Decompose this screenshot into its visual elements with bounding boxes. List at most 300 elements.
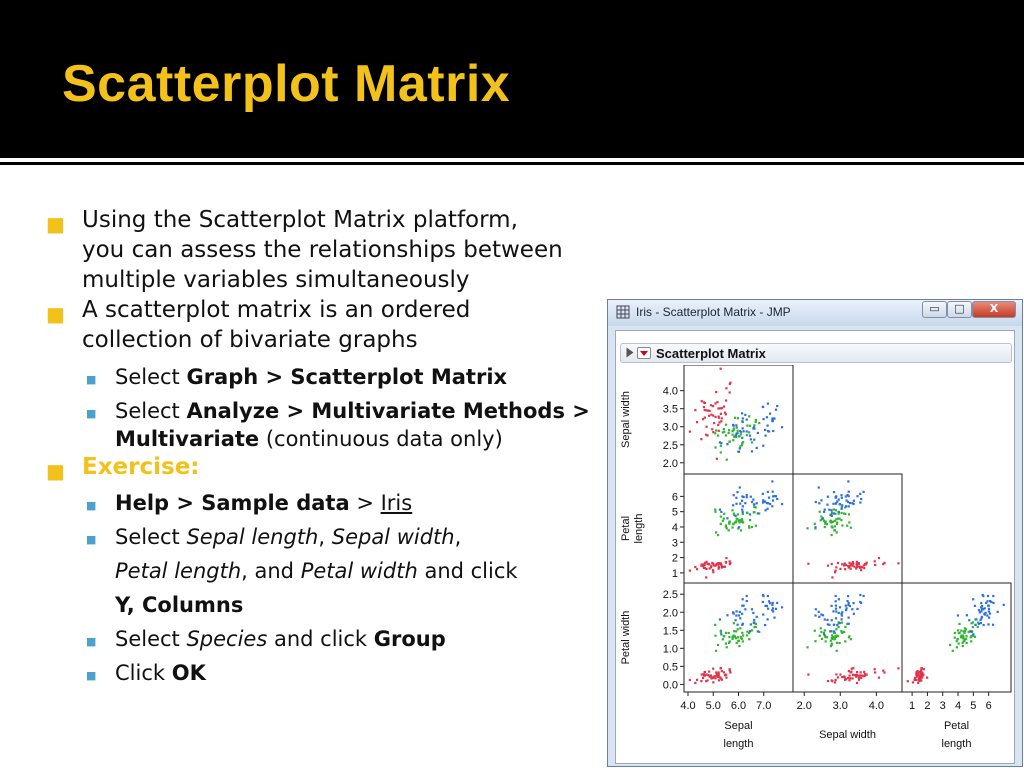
data-point-virginica <box>859 493 861 495</box>
data-point-setosa <box>921 667 923 669</box>
data-point-setosa <box>718 421 720 423</box>
data-point-virginica <box>824 618 826 620</box>
data-point-virginica <box>749 513 751 515</box>
data-point-setosa <box>720 368 722 370</box>
data-point-virginica <box>848 617 850 619</box>
data-point-virginica <box>744 502 746 504</box>
data-point-virginica <box>957 614 959 616</box>
data-point-versicolor <box>755 421 757 423</box>
disclosure-icon[interactable] <box>627 348 634 358</box>
data-point-versicolor <box>837 626 839 628</box>
data-point-virginica <box>733 425 735 427</box>
data-point-versicolor <box>715 531 717 533</box>
data-point-virginica <box>835 496 837 498</box>
data-point-setosa <box>705 409 707 411</box>
data-point-virginica <box>732 504 734 506</box>
data-point-setosa <box>689 679 691 681</box>
data-point-versicolor <box>965 635 967 637</box>
data-point-virginica <box>772 491 774 493</box>
data-point-setosa <box>703 406 705 408</box>
data-point-setosa <box>725 557 727 559</box>
y-tick-label: 2.5 <box>662 439 678 452</box>
data-point-setosa <box>856 561 858 563</box>
data-point-setosa <box>721 407 723 409</box>
data-point-virginica <box>769 503 771 505</box>
data-point-virginica <box>984 613 986 615</box>
data-point-setosa <box>907 680 909 682</box>
data-point-virginica <box>739 611 741 613</box>
data-point-versicolor <box>970 636 972 638</box>
x-tick-label: 6 <box>985 700 992 712</box>
data-point-versicolor <box>742 634 744 636</box>
data-point-setosa <box>916 671 918 673</box>
data-point-versicolor <box>835 628 837 630</box>
data-point-virginica <box>764 605 766 607</box>
data-point-virginica <box>847 501 849 503</box>
data-point-virginica <box>768 497 770 499</box>
data-point-virginica <box>839 503 841 505</box>
data-point-setosa <box>843 564 845 566</box>
data-point-virginica <box>767 403 769 405</box>
data-point-virginica <box>775 608 777 610</box>
data-point-versicolor <box>746 434 748 436</box>
data-point-setosa <box>856 671 858 673</box>
report-pane <box>615 330 1015 764</box>
data-point-setosa <box>860 677 862 679</box>
data-point-virginica <box>815 501 817 503</box>
data-point-setosa <box>834 681 836 683</box>
data-point-virginica <box>982 595 984 597</box>
data-point-versicolor <box>738 640 740 642</box>
data-point-virginica <box>733 613 735 615</box>
data-point-virginica <box>762 445 764 447</box>
data-point-versicolor <box>723 518 725 520</box>
data-point-virginica <box>771 505 773 507</box>
data-point-virginica <box>744 608 746 610</box>
data-point-versicolor <box>972 626 974 628</box>
data-point-setosa <box>725 673 727 675</box>
data-point-virginica <box>753 622 755 624</box>
data-point-versicolor <box>722 431 724 433</box>
data-point-virginica <box>830 605 832 607</box>
data-point-setosa <box>855 676 857 678</box>
data-point-versicolor <box>720 445 722 447</box>
data-point-versicolor <box>717 644 719 646</box>
data-point-versicolor <box>965 642 967 644</box>
iris-link[interactable]: Iris <box>380 491 413 515</box>
data-point-versicolor <box>824 636 826 638</box>
data-point-versicolor <box>735 637 737 639</box>
data-point-versicolor <box>749 519 751 521</box>
data-point-versicolor <box>736 642 738 644</box>
outline-header[interactable] <box>620 343 1012 363</box>
data-point-setosa <box>701 400 703 402</box>
data-point-virginica <box>826 619 828 621</box>
data-point-setosa <box>827 680 829 682</box>
data-point-setosa <box>919 675 921 677</box>
data-point-virginica <box>851 502 853 504</box>
data-point-virginica <box>773 617 775 619</box>
data-point-setosa <box>835 673 837 675</box>
data-point-virginica <box>735 424 737 426</box>
data-point-virginica <box>720 633 722 635</box>
data-point-versicolor <box>820 631 822 633</box>
data-point-virginica <box>814 526 816 528</box>
data-point-setosa <box>851 565 853 567</box>
data-point-versicolor <box>834 525 836 527</box>
data-point-versicolor <box>717 434 719 436</box>
data-point-virginica <box>856 495 858 497</box>
data-point-setosa <box>874 564 876 566</box>
y-tick-label: 6 <box>671 491 678 504</box>
y-tick-label: 1.0 <box>662 643 678 656</box>
data-point-setosa <box>729 383 731 385</box>
data-point-setosa <box>856 564 858 566</box>
data-point-versicolor <box>958 623 960 625</box>
row-axis-label: Sepal width <box>620 391 632 448</box>
data-point-virginica <box>769 413 771 415</box>
data-point-versicolor <box>838 642 840 644</box>
data-point-versicolor <box>753 511 755 513</box>
data-point-virginica <box>862 491 864 493</box>
data-point-virginica <box>776 405 778 407</box>
data-point-versicolor <box>819 511 821 513</box>
data-point-versicolor <box>824 526 826 528</box>
data-point-setosa <box>856 682 858 684</box>
data-point-virginica <box>826 504 828 506</box>
data-point-setosa <box>831 576 833 578</box>
data-point-setosa <box>917 682 919 684</box>
data-point-virginica <box>840 494 842 496</box>
data-point-virginica <box>771 480 773 482</box>
minimize-button[interactable] <box>922 301 947 318</box>
data-point-versicolor <box>736 518 738 520</box>
data-point-setosa <box>729 563 731 565</box>
data-point-versicolor <box>841 621 843 623</box>
data-point-virginica <box>742 623 744 625</box>
data-point-versicolor <box>751 526 753 528</box>
data-point-virginica <box>768 600 770 602</box>
data-point-setosa <box>839 673 841 675</box>
data-point-setosa <box>851 677 853 679</box>
data-point-setosa <box>715 391 717 393</box>
x-tick-label: 5.0 <box>705 700 721 712</box>
data-point-virginica <box>736 624 738 626</box>
sub-bullet-marker: ■ <box>86 533 97 546</box>
scatterplot-matrix-chart <box>616 365 1014 763</box>
y-tick-label: 5 <box>671 506 678 519</box>
data-point-versicolor <box>960 630 962 632</box>
data-point-virginica <box>818 486 820 488</box>
data-point-setosa <box>711 428 713 430</box>
data-point-versicolor <box>748 638 750 640</box>
data-point-virginica <box>762 418 764 420</box>
data-point-virginica <box>746 595 748 597</box>
data-point-setosa <box>852 563 854 565</box>
data-point-setosa <box>721 670 723 672</box>
column-axis-label: length <box>941 738 972 750</box>
data-point-versicolor <box>722 520 724 522</box>
data-point-versicolor <box>742 640 744 642</box>
data-point-versicolor <box>728 529 730 531</box>
data-point-versicolor <box>733 630 735 632</box>
data-point-versicolor <box>720 523 722 525</box>
data-point-versicolor <box>962 636 964 638</box>
data-point-virginica <box>818 611 820 613</box>
data-point-virginica <box>838 498 840 500</box>
data-point-setosa <box>705 568 707 570</box>
data-point-setosa <box>716 401 718 403</box>
data-point-setosa <box>827 565 829 567</box>
data-point-versicolor <box>741 444 743 446</box>
bullet-marker: ■ <box>46 302 65 326</box>
data-point-versicolor <box>732 439 734 441</box>
data-point-virginica <box>719 618 721 620</box>
data-point-virginica <box>985 602 987 604</box>
data-point-versicolor <box>835 636 837 638</box>
data-point-virginica <box>859 501 861 503</box>
slide-header <box>0 0 1024 158</box>
data-point-setosa <box>709 410 711 412</box>
bullet-marker: ■ <box>46 212 65 236</box>
data-point-setosa <box>863 564 865 566</box>
data-point-virginica <box>840 618 842 620</box>
data-point-setosa <box>856 674 858 676</box>
data-point-setosa <box>714 416 716 418</box>
data-point-virginica <box>987 595 989 597</box>
data-point-virginica <box>739 447 741 449</box>
data-point-setosa <box>917 679 919 681</box>
data-point-virginica <box>757 432 759 434</box>
data-point-virginica <box>742 417 744 419</box>
data-point-virginica <box>830 509 832 511</box>
data-point-setosa <box>897 667 899 669</box>
x-tick-label: 3 <box>939 700 946 712</box>
data-point-setosa <box>718 417 720 419</box>
data-point-virginica <box>762 406 764 408</box>
data-point-versicolor <box>741 442 743 444</box>
data-point-virginica <box>830 513 832 515</box>
data-point-virginica <box>983 624 985 626</box>
data-point-virginica <box>840 613 842 615</box>
data-point-virginica <box>751 501 753 503</box>
data-point-virginica <box>767 491 769 493</box>
data-point-versicolor <box>735 521 737 523</box>
data-point-setosa <box>835 566 837 568</box>
data-point-virginica <box>827 623 829 625</box>
data-point-virginica <box>968 619 970 621</box>
data-point-setosa <box>689 431 691 433</box>
header-divider <box>0 158 1024 162</box>
data-point-virginica <box>719 441 721 443</box>
y-tick-label: 0.5 <box>662 661 678 674</box>
data-point-setosa <box>718 430 720 432</box>
data-point-virginica <box>764 429 766 431</box>
data-point-versicolor <box>728 636 730 638</box>
data-point-versicolor <box>739 627 741 629</box>
data-point-virginica <box>859 601 861 603</box>
data-point-virginica <box>746 430 748 432</box>
data-point-setosa <box>700 680 702 682</box>
y-tick-label: 3.5 <box>662 403 678 416</box>
data-point-virginica <box>746 496 748 498</box>
data-point-versicolor <box>824 629 826 631</box>
x-tick-label: 4 <box>954 700 962 712</box>
data-point-virginica <box>848 491 850 493</box>
data-point-setosa <box>723 566 725 568</box>
maximize-icon: □ <box>954 302 965 315</box>
data-point-versicolor <box>836 521 838 523</box>
data-point-setosa <box>849 677 851 679</box>
jmp-window[interactable] <box>607 299 1023 767</box>
data-point-virginica <box>767 430 769 432</box>
data-point-setosa <box>702 677 704 679</box>
data-point-setosa <box>858 679 860 681</box>
data-point-virginica <box>833 491 835 493</box>
x-tick-label: 2.0 <box>796 700 812 712</box>
data-point-setosa <box>848 675 850 677</box>
data-point-setosa <box>704 417 706 419</box>
sub-bullet-marker: ■ <box>86 635 97 648</box>
data-point-virginica <box>832 610 834 612</box>
data-point-virginica <box>835 503 837 505</box>
data-point-setosa <box>714 564 716 566</box>
data-point-virginica <box>860 498 862 500</box>
data-point-versicolor <box>738 435 740 437</box>
data-point-setosa <box>708 415 710 417</box>
sub-bullet-text: Petal length, and Petal width and click <box>115 559 518 583</box>
data-point-setosa <box>711 562 713 564</box>
data-point-versicolor <box>725 632 727 634</box>
data-point-virginica <box>997 611 999 613</box>
data-point-versicolor <box>954 632 956 634</box>
data-point-versicolor <box>746 631 748 633</box>
data-point-setosa <box>848 679 850 681</box>
data-point-versicolor <box>741 632 743 634</box>
data-point-virginica <box>767 608 769 610</box>
data-point-virginica <box>746 494 748 496</box>
data-point-setosa <box>920 673 922 675</box>
x-tick-label: 7.0 <box>756 700 772 712</box>
x-tick-label: 3.0 <box>832 700 848 712</box>
data-point-virginica <box>741 509 743 511</box>
data-point-virginica <box>720 511 722 513</box>
sub-bullet-text: Select Sepal length, Sepal width, <box>115 525 462 549</box>
data-point-virginica <box>835 617 837 619</box>
data-point-virginica <box>762 499 764 501</box>
data-point-virginica <box>835 605 837 607</box>
data-point-virginica <box>972 633 974 635</box>
data-point-setosa <box>712 681 714 683</box>
data-point-setosa <box>713 422 715 424</box>
data-point-versicolor <box>831 525 833 527</box>
slide-title: Scatterplot Matrix <box>62 55 511 113</box>
data-point-setosa <box>720 420 722 422</box>
data-point-setosa <box>874 671 876 673</box>
data-point-versicolor <box>714 446 716 448</box>
data-point-versicolor <box>833 508 835 510</box>
data-point-setosa <box>694 682 696 684</box>
data-point-versicolor <box>748 415 750 417</box>
data-point-setosa <box>712 405 714 407</box>
data-point-virginica <box>771 420 773 422</box>
data-point-virginica <box>839 622 841 624</box>
data-point-virginica <box>847 480 849 482</box>
data-point-versicolor <box>723 635 725 637</box>
window-titlebar[interactable] <box>608 300 1022 326</box>
data-point-versicolor <box>825 640 827 642</box>
data-point-versicolor <box>737 417 739 419</box>
data-point-virginica <box>823 511 825 513</box>
minimize-icon: ▭ <box>929 302 940 315</box>
data-point-virginica <box>841 614 843 616</box>
y-tick-label: 0.0 <box>662 679 678 692</box>
data-point-setosa <box>696 568 698 570</box>
data-point-versicolor <box>963 632 965 634</box>
data-point-virginica <box>980 610 982 612</box>
data-point-versicolor <box>755 506 757 508</box>
data-point-virginica <box>853 500 855 502</box>
data-point-setosa <box>913 679 915 681</box>
data-point-versicolor <box>715 429 717 431</box>
data-point-virginica <box>741 613 743 615</box>
data-point-virginica <box>989 600 991 602</box>
data-point-setosa <box>874 668 876 670</box>
data-point-versicolor <box>728 441 730 443</box>
data-point-virginica <box>757 630 759 632</box>
data-point-setosa <box>855 567 857 569</box>
data-point-setosa <box>708 671 710 673</box>
data-point-virginica <box>992 602 994 604</box>
maximize-button[interactable] <box>947 301 972 318</box>
scatterplot-app-icon <box>616 305 630 319</box>
data-point-setosa <box>705 680 707 682</box>
close-button[interactable] <box>972 301 1016 318</box>
data-point-setosa <box>714 402 716 404</box>
data-point-versicolor <box>954 636 956 638</box>
data-point-setosa <box>700 438 702 440</box>
data-point-virginica <box>746 600 748 602</box>
data-point-setosa <box>712 569 714 571</box>
data-point-setosa <box>729 560 731 562</box>
data-point-virginica <box>980 622 982 624</box>
data-point-setosa <box>700 565 702 567</box>
data-point-setosa <box>724 412 726 414</box>
data-point-setosa <box>703 673 705 675</box>
data-point-versicolor <box>844 626 846 628</box>
data-point-virginica <box>734 515 736 517</box>
data-point-virginica <box>735 614 737 616</box>
red-triangle-menu-icon[interactable] <box>637 347 651 359</box>
sub-bullet-marker: ■ <box>86 373 97 386</box>
data-point-setosa <box>716 458 718 460</box>
data-point-virginica <box>762 493 764 495</box>
data-point-versicolor <box>717 534 719 536</box>
data-point-versicolor <box>728 432 730 434</box>
data-point-versicolor <box>740 529 742 531</box>
data-point-virginica <box>753 619 755 621</box>
data-point-virginica <box>835 608 837 610</box>
data-point-setosa <box>860 671 862 673</box>
data-point-setosa <box>852 667 854 669</box>
data-point-versicolor <box>957 629 959 631</box>
data-point-virginica <box>733 494 735 496</box>
data-point-versicolor <box>835 509 837 511</box>
data-point-virginica <box>828 509 830 511</box>
data-point-setosa <box>720 678 722 680</box>
sub-bullet-marker: ■ <box>86 669 97 682</box>
x-tick-label: 5 <box>970 700 977 712</box>
